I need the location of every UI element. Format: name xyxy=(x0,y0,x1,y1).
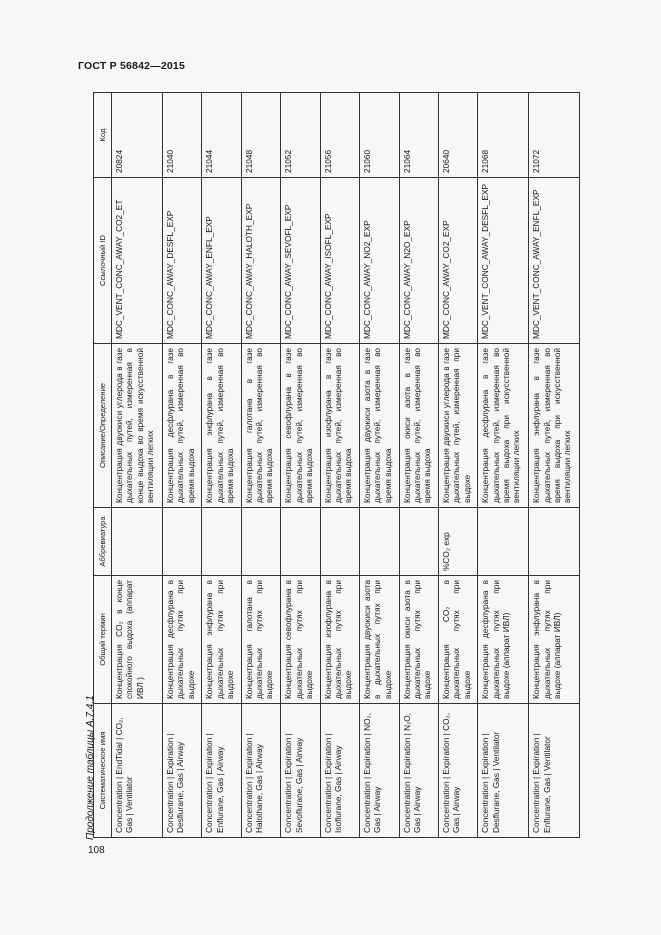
table-row xyxy=(281,93,320,838)
table-row xyxy=(399,93,438,838)
cell-term: Концентрация десфлурана в дыхательных путях при выдохе (аппарат ИВЛ) xyxy=(478,576,529,704)
cell-code: 21064 xyxy=(399,93,438,178)
cell-system-name: Concentration | Expiration | Isoflurane, Gas | Airway xyxy=(320,704,359,838)
cell-term: Концентрация десфлурана в дыхательных путях при выдохе xyxy=(162,576,201,704)
standard-header: ГОСТ Р 56842—2015 xyxy=(78,60,186,72)
cell-system-name: Concentration | EndTidal | CO₂, Gas | Ventilator xyxy=(112,704,163,838)
cell-term: Концентрация двуокиси азота в дыхательных путях при выдохе xyxy=(360,576,399,704)
header-code: Код xyxy=(94,93,112,178)
cell-term: Концентрация окиси азота в дыхательных путях при выдохе xyxy=(399,576,438,704)
cell-code: 21068 xyxy=(478,93,529,178)
cell-code: 21044 xyxy=(202,93,241,178)
cell-code: 21072 xyxy=(529,93,580,178)
cell-system-name: Concentration | Expiration | Enflurane, Gas | Ventilator xyxy=(529,704,580,838)
cell-abbreviation xyxy=(202,508,241,576)
cell-term: Концентрация изофлурана в дыхательных путях при выдохе xyxy=(320,576,359,704)
cell-abbreviation xyxy=(360,508,399,576)
cell-ref-id: MDC_CONC_AWAY_NO2_EXP xyxy=(360,178,399,344)
cell-code: 20824 xyxy=(112,93,163,178)
cell-abbreviation xyxy=(281,508,320,576)
cell-abbreviation xyxy=(162,508,201,576)
cell-abbreviation xyxy=(241,508,280,576)
table-row xyxy=(438,93,477,838)
cell-description: Концентрация двуокиси углерода в газе дыхательных путей, измеренная при выдохе xyxy=(438,344,477,508)
cell-abbreviation xyxy=(478,508,529,576)
cell-term: Концентрация севофлурана в дыхательных путях при выдохе xyxy=(281,576,320,704)
cell-code: 21040 xyxy=(162,93,201,178)
table-row xyxy=(162,93,201,838)
cell-code: 21048 xyxy=(241,93,280,178)
terms-table xyxy=(93,92,580,838)
cell-description: Концентрация энфлурана в газе дыхательных путей, измеренная во время выдоха xyxy=(202,344,241,508)
cell-term: Концентрация галотана в дыхательных путях при выдохе xyxy=(241,576,280,704)
table-row xyxy=(112,93,163,838)
header-term: Общий термин xyxy=(94,576,112,704)
table-row xyxy=(320,93,359,838)
table-row xyxy=(241,93,280,838)
cell-system-name: Concentration | Expiration | N₂O, Gas | Airway xyxy=(399,704,438,838)
table-row xyxy=(529,93,580,838)
table-row xyxy=(202,93,241,838)
table-header-row xyxy=(94,93,112,838)
cell-term: Концентрация CO₂ в дыхательных путях при выдохе xyxy=(438,576,477,704)
table-caption: Продолжение таблицы А.7.4.1 xyxy=(85,695,96,840)
cell-description: Концентрация десфлурана в газе дыхательных путей, измеренная во время выдоха xyxy=(162,344,201,508)
cell-code: 21060 xyxy=(360,93,399,178)
cell-system-name: Concentration | Expiration | NO₂, Gas | Airway xyxy=(360,704,399,838)
cell-description: Концентрация двуокиси углерода в газе дыхательных путей, измеренная в конце выдоха во время искусственной вентиляции легких xyxy=(112,344,163,508)
cell-ref-id: MDC_CONC_AWAY_ISOFL_EXP xyxy=(320,178,359,344)
page-number: 108 xyxy=(88,845,105,856)
table-row xyxy=(360,93,399,838)
cell-abbreviation xyxy=(529,508,580,576)
cell-description: Концентрация десфлурана в газе дыхательных путей, измеренная во время выдоха при искусственной вентиляции легких xyxy=(478,344,529,508)
cell-ref-id: MDC_VENT_CONC_AWAY_CO2_ET xyxy=(112,178,163,344)
cell-ref-id: MDC_CONC_AWAY_DESFL_EXP xyxy=(162,178,201,344)
cell-ref-id: MDC_CONC_AWAY_HALOTH_EXP xyxy=(241,178,280,344)
cell-code: 20640 xyxy=(438,93,477,178)
cell-description: Концентрация двуокиси азота в газе дыхательных путей, измеренная во время выдоха xyxy=(360,344,399,508)
cell-ref-id: MDC_CONC_AWAY_CO2_EXP xyxy=(438,178,477,344)
header-ref-id: Ссылочный ID xyxy=(94,178,112,344)
cell-ref-id: MDC_VENT_CONC_AWAY_DESFL_EXP xyxy=(478,178,529,344)
cell-system-name: Concentration | Expiration | Desflurane, Gas | Ventilator xyxy=(478,704,529,838)
cell-abbreviation xyxy=(112,508,163,576)
cell-term: Концентрация энфлурана в дыхательных путях при выдохе (аппарат ИВЛ) xyxy=(529,576,580,704)
cell-term: Концентрация CO₂ в конце спокойного выдоха (аппарат ИВЛ ) xyxy=(112,576,163,704)
cell-description: Концентрация севофлурана в газе дыхательных путей, измеренная во время выдоха xyxy=(281,344,320,508)
cell-term: Концентрация энфлурана в дыхательных путях при выдохе xyxy=(202,576,241,704)
cell-ref-id: MDC_VENT_CONC_AWAY_ENFL_EXP xyxy=(529,178,580,344)
table-row xyxy=(478,93,529,838)
cell-system-name: Concentration | Expiration | Halothane, Gas | Airway xyxy=(241,704,280,838)
rotated-table-wrapper xyxy=(93,93,580,838)
cell-ref-id: MDC_CONC_AWAY_SEVOFL_EXP xyxy=(281,178,320,344)
cell-ref-id: MDC_CONC_AWAY_N2O_EXP xyxy=(399,178,438,344)
cell-code: 21052 xyxy=(281,93,320,178)
cell-code: 21056 xyxy=(320,93,359,178)
header-abbreviation: Аббревиатура xyxy=(94,508,112,576)
cell-abbreviation xyxy=(399,508,438,576)
cell-system-name: Concentration | Expiration | Enflurane, Gas | Airway xyxy=(202,704,241,838)
header-description: Описание/Определение xyxy=(94,344,112,508)
cell-system-name: Concentration | Expiration | Sevoflurane, Gas | Airway xyxy=(281,704,320,838)
header-system-name: Систематическое имя xyxy=(94,704,112,838)
cell-system-name: Concentration | Expiration | Desflurane, Gas | Airway xyxy=(162,704,201,838)
cell-abbreviation xyxy=(320,508,359,576)
cell-description: Концентрация галотана в газе дыхательных путей, измеренная во время выдоха xyxy=(241,344,280,508)
cell-description: Концентрация изофлурана в газе дыхательных путей, измеренная во время выдоха xyxy=(320,344,359,508)
cell-description: Концентрация окиси азота в газе дыхательных путей, измеренная во время выдоха xyxy=(399,344,438,508)
cell-system-name: Concentration | Expiration | CO₂, Gas | Airway xyxy=(438,704,477,838)
cell-abbreviation: %CO₂ exp xyxy=(438,508,477,576)
cell-description: Концентрация энфлурана в газе дыхательных путей, измеренная во время выдоха при искусственной вентиляции легких xyxy=(529,344,580,508)
cell-ref-id: MDC_CONC_AWAY_ENFL_EXP xyxy=(202,178,241,344)
